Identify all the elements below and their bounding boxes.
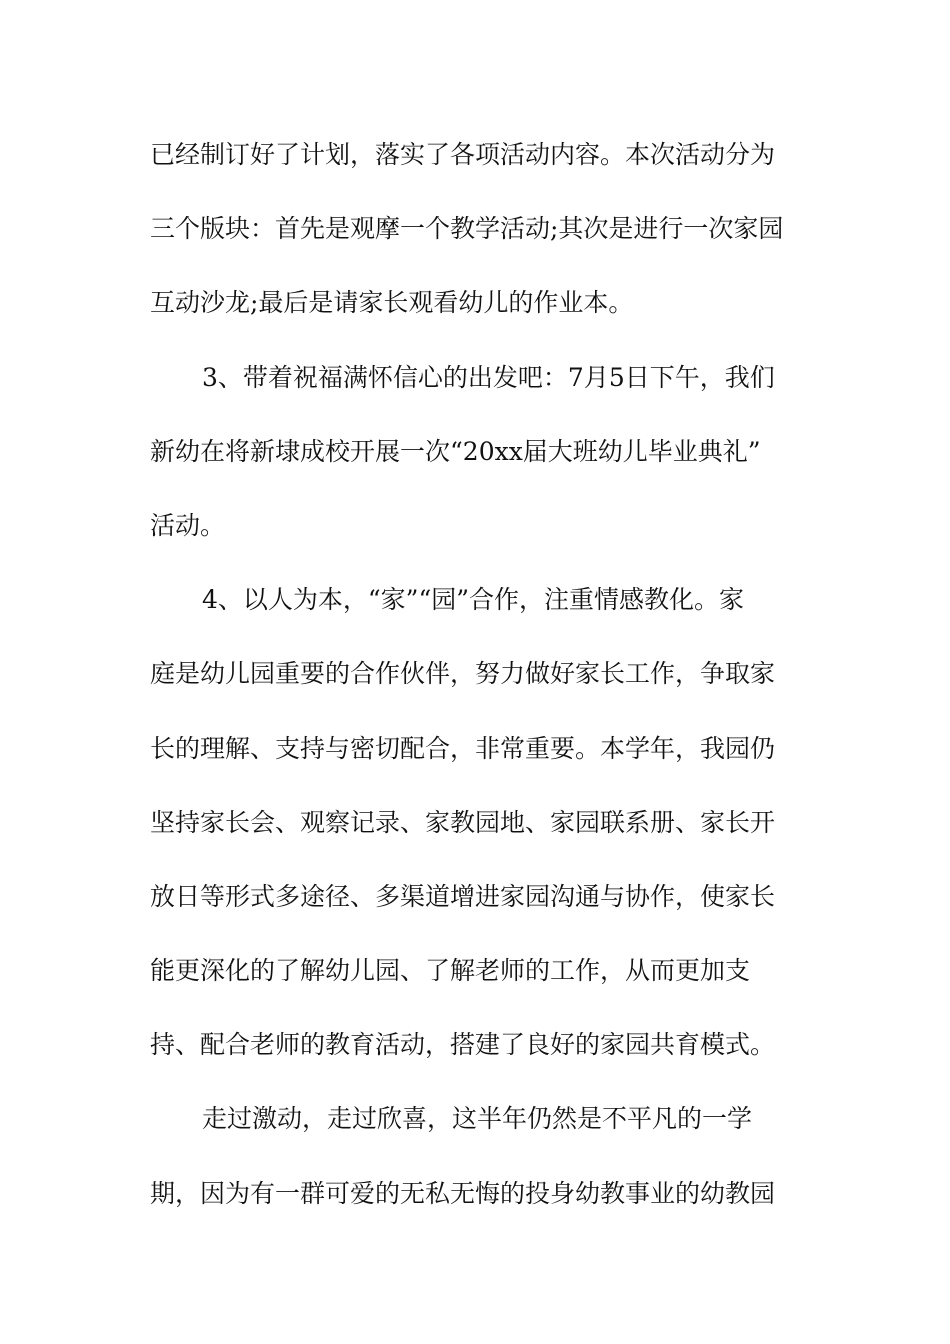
text-line: 三个版块：首先是观摩一个教学活动;其次是进行一次家园 xyxy=(150,214,784,244)
text-line: 互动沙龙;最后是请家长观看幼儿的作业本。 xyxy=(150,288,634,318)
document-body xyxy=(150,118,810,1231)
text-line: 期，因为有一群可爱的无私无悔的投身幼教事业的幼教园 xyxy=(150,1178,776,1208)
text-line: 活动。 xyxy=(150,510,226,540)
text-line: 能更深化的了解幼儿园、了解老师的工作，从而更加支 xyxy=(150,956,751,986)
text-line: 新幼在将新埭成校开展一次“20xx届大班幼儿毕业典礼” xyxy=(150,436,761,466)
text-line: 放日等形式多途径、多渠道增进家园沟通与协作，使家长 xyxy=(150,881,776,911)
text-line: 已经制订好了计划，落实了各项活动内容。本次活动分为 xyxy=(150,140,776,169)
text-line: 庭是幼儿园重要的合作伙伴，努力做好家长工作，争取家 xyxy=(150,659,776,689)
paragraph-start-line: 走过激动，走过欣喜，这半年仍然是不平凡的一学 xyxy=(202,1104,753,1134)
text-line: 长的理解、支持与密切配合，非常重要。本学年，我园仍 xyxy=(150,733,776,763)
text-line: 坚持家长会、观察记录、家教园地、家园联系册、家长开 xyxy=(150,807,776,837)
paragraph-start-line: 3、带着祝福满怀信心的出发吧：7月5日下午，我们 xyxy=(202,362,775,392)
paragraph-start-line: 4、以人为本，“家”“园”合作，注重情感教化。家 xyxy=(202,585,745,615)
text-line: 持、配合老师的教育活动，搭建了良好的家园共育模式。 xyxy=(150,1030,776,1060)
